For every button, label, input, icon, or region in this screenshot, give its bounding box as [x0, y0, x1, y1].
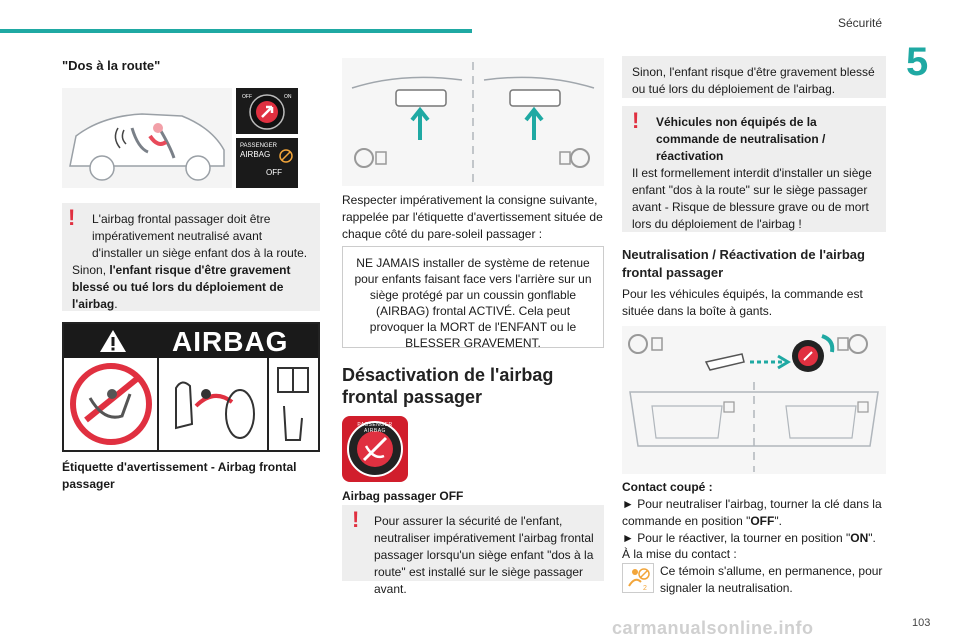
warning-exclamation-icon: ! — [352, 507, 360, 532]
hazard-triangle-icon — [98, 328, 128, 354]
airbag-off-caption: Airbag passager OFF — [342, 489, 464, 503]
reactivate-step: ► Pour le réactiver, la tourner en position "ON". — [622, 531, 876, 545]
airbag-off-tell-tale-icon — [622, 563, 654, 593]
child-safety-warning-box — [342, 505, 604, 596]
label-header — [64, 324, 318, 358]
indicator-line-off: OFF — [266, 168, 282, 177]
label-pictograms — [64, 358, 318, 450]
airbag-warning-box — [62, 203, 320, 311]
rear-facing-seat-illustration — [62, 88, 232, 188]
page-number: 103 — [912, 617, 931, 629]
no-switch-warning-box — [622, 106, 886, 232]
svg-text:2: 2 — [643, 585, 647, 592]
warning-text-2: Sinon, l'enfant risque d'être gravement blessé ou tué lors du déploiement de l'airbag. — [72, 263, 291, 311]
warning-continuation-box: Sinon, l'enfant risque d'être gravement blessé ou tué lors du déploiement de l'airbag. — [622, 56, 886, 98]
label-title: AIRBAG — [172, 326, 289, 357]
no-switch-warning-body: Il est formellement interdit d'installer un siège enfant "dos à la route" sur le siège passager avant - Risque de blessure grave ou de mort lors du déploiement de l'airbag ! — [632, 166, 872, 231]
section-title: Sécurité — [838, 16, 883, 30]
warning-text-1: L'airbag frontal passager doit être impérativement neutralisé avant d'installer un siège enfant dos à la route. — [92, 212, 308, 260]
indicator-line-airbag: AIRBAG — [240, 150, 271, 159]
label-caption: Étiquette d'avertissement - Airbag frontal passager — [62, 460, 297, 491]
airbag-warning-label — [62, 322, 320, 452]
warning-exclamation-icon: ! — [68, 205, 76, 230]
passenger-airbag-off-indicator — [236, 138, 298, 188]
deactivation-section-title: Désactivation de l'airbag frontal passager — [342, 365, 554, 407]
indicator-line-passenger: PASSENGER — [240, 143, 277, 149]
rear-facing-notice: NE JAMAIS installer de système de retenue pour enfants faisant face vers l'arrière sur un siège protégé par un coussin gonflable (AIRBAG) frontal ACTIVÉ. Cela peut provoquer la MORT de l'ENFANT ou le BLESSER GRAVEMENT. — [342, 246, 604, 348]
passenger-airbag-off-icon — [342, 416, 408, 482]
child-safety-warning-text: Pour assurer la sécurité de l'enfant, neutraliser impérativement l'airbag frontal passager lorsqu'un siège enfant "dos à la route" est installé sur le siège passager avant. — [374, 514, 594, 596]
svg-text:ON: ON — [284, 94, 292, 100]
watermark: carmanualsonline.info — [612, 618, 814, 638]
neutralisation-subheading: Neutralisation / Réactivation de l'airbag frontal passager — [622, 247, 865, 280]
warning-exclamation-icon: ! — [632, 108, 640, 133]
sun-visor-illustration — [342, 58, 604, 186]
airbag-off-icon — [278, 148, 294, 164]
chapter-number: 5 — [906, 40, 929, 84]
svg-text:OFF: OFF — [242, 94, 252, 100]
header-accent-bar — [0, 29, 472, 33]
contact-off-label: Contact coupé : — [622, 480, 713, 494]
airbag-key-switch-icon — [236, 88, 298, 134]
neutralise-step: ► Pour neutraliser l'airbag, tourner la clé dans la commande en position "OFF". — [622, 497, 882, 528]
rear-facing-heading: "Dos à la route" — [62, 58, 161, 73]
icon-ring-text: PASSENGER AIRBAG — [357, 422, 393, 434]
contact-on-label: À la mise du contact : — [622, 547, 737, 561]
no-switch-warning-title: Véhicules non équipés de la commande de neutralisation / réactivation — [656, 115, 826, 163]
instruction-intro: Respecter impérativement la consigne suivante, rappelée par l'étiquette d'avertissement située de chaque côté du pare-soleil passager : — [342, 193, 603, 241]
tell-tale-text: Ce témoin s'allume, en permanence, pour signaler la neutralisation. — [660, 564, 883, 595]
switch-location-text: Pour les véhicules équipés, la commande est située dans la boîte à gants. — [622, 287, 863, 318]
glovebox-switch-illustration — [622, 326, 886, 474]
